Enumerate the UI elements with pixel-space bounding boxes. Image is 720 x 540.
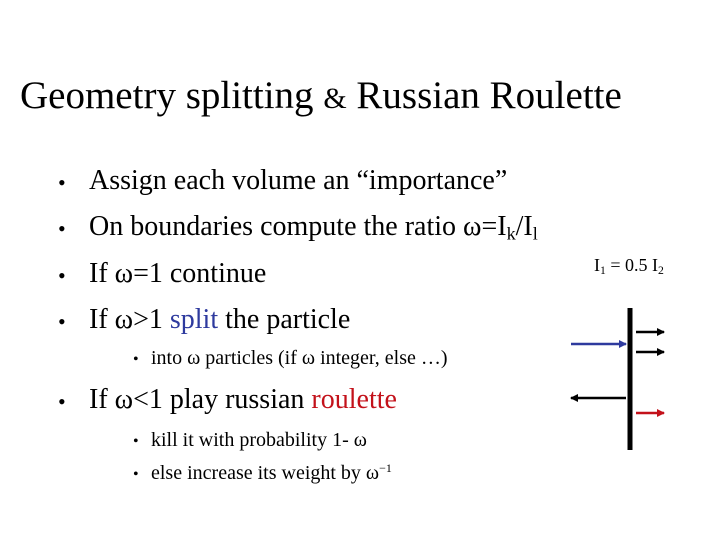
weight-exponent: −1: [379, 460, 392, 475]
ratio-sub-k: k: [506, 223, 516, 244]
sub-bullet-dot: •: [133, 433, 139, 450]
weight-text: else increase its weight by ω: [151, 462, 380, 484]
roulette-prefix: If ω<1 play russian: [89, 384, 312, 415]
importance-note: [594, 254, 664, 276]
ratio-sub-l: l: [532, 223, 538, 244]
split-highlight: split: [169, 304, 219, 335]
bullet-dot: •: [58, 216, 66, 241]
sub-bullet-dot: •: [133, 351, 139, 368]
sub-bullet-text: kill it with probability 1- ω: [151, 429, 367, 451]
bullet-text: [89, 303, 350, 337]
title-ampersand: &: [323, 82, 347, 115]
ratio-text: On boundaries compute the ratio ω=I: [89, 211, 507, 242]
bullet-text: If ω=1 continue: [89, 258, 267, 289]
bullet-dot: •: [58, 389, 66, 414]
note-i2-sub: 2: [658, 263, 664, 277]
bullet-dot: •: [58, 170, 66, 195]
ratio-slash: /I: [515, 211, 533, 242]
bullet-text: [89, 383, 397, 417]
split-suffix: the particle: [218, 304, 351, 335]
split-prefix: If ω>1: [89, 304, 170, 335]
note-eq: = 0.5 I: [605, 255, 658, 275]
sub-bullet-text: into ω particles (if ω integer, else …): [151, 347, 448, 369]
roulette-highlight: roulette: [311, 384, 397, 415]
bullet-text: Assign each volume an “importance”: [89, 165, 508, 196]
slide-title: [20, 72, 622, 123]
title-part2: Russian Roulette: [346, 74, 622, 117]
note-i1-sub: 1: [600, 263, 606, 277]
sub-bullet-dot: •: [133, 466, 139, 483]
sub-bullet-text: [151, 461, 392, 485]
note-i1: I: [594, 255, 600, 275]
bullet-dot: •: [58, 309, 66, 334]
bullet-text: [89, 210, 538, 244]
title-part1: Geometry splitting: [20, 74, 324, 117]
bullet-dot: •: [58, 263, 66, 288]
boundary-diagram: [560, 300, 710, 460]
